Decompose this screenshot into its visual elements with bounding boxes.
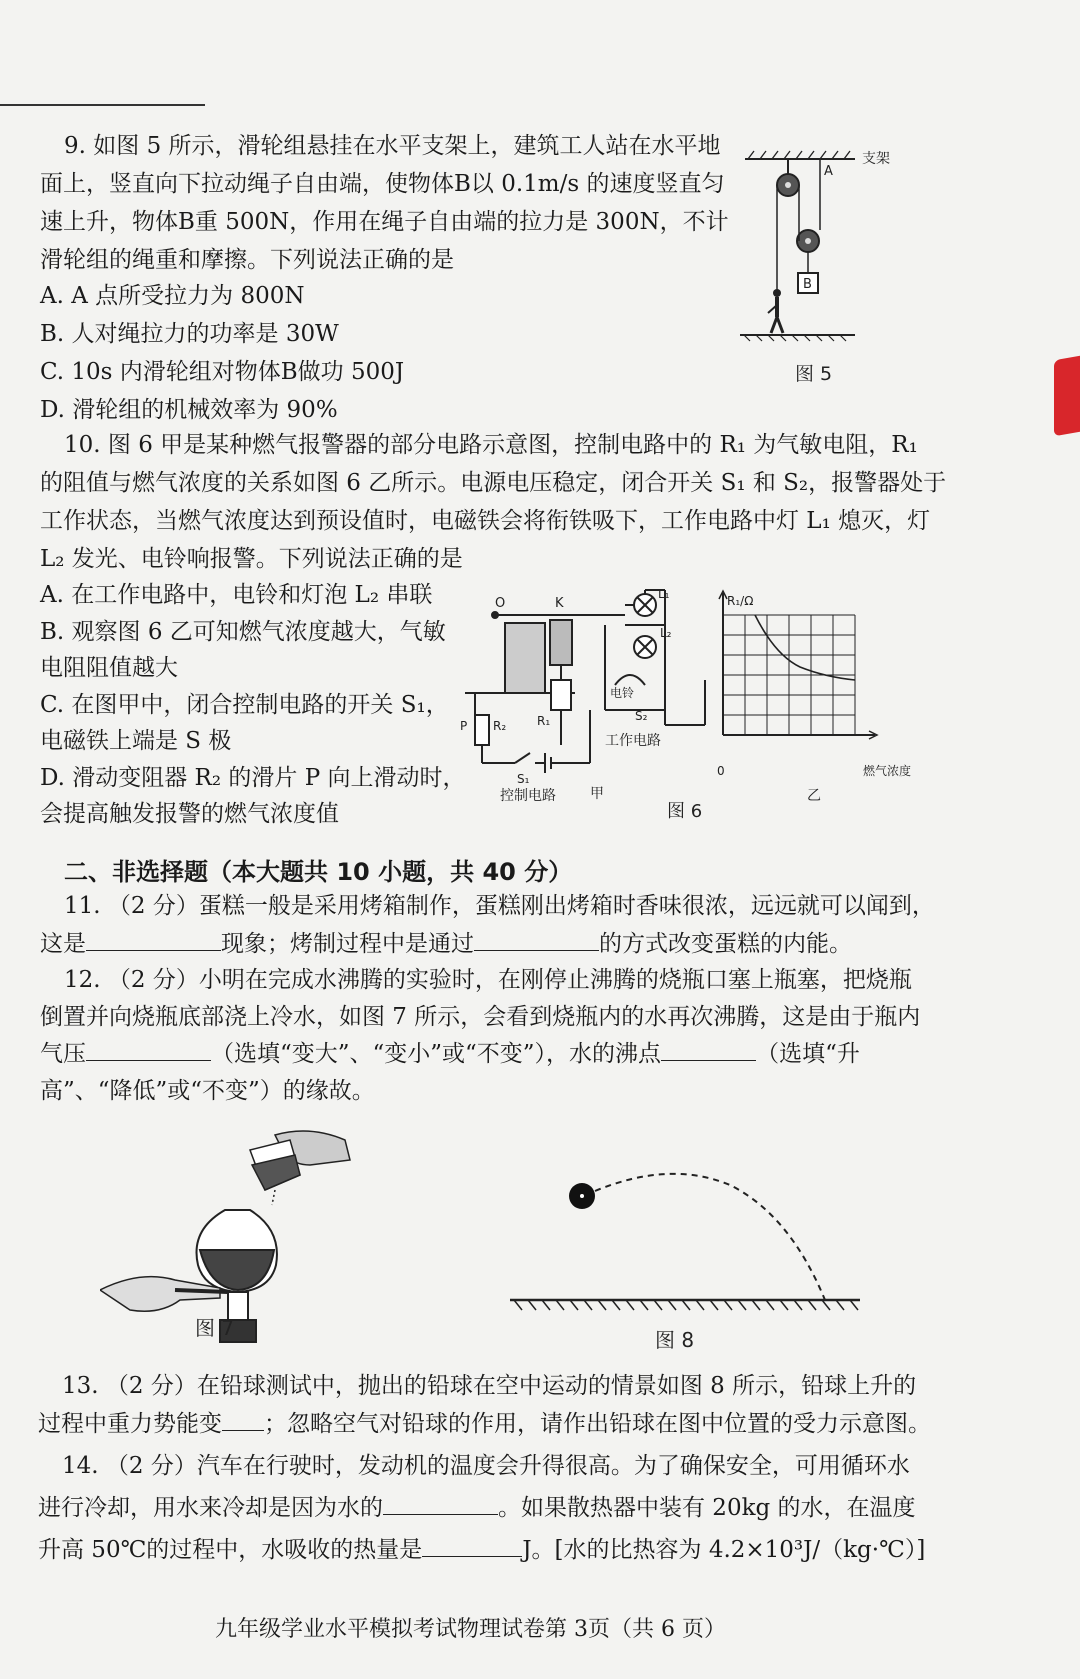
figure-6-caption: 图 6 [667,801,703,822]
q12-line-3 [40,1036,860,1072]
q13-text-a: 过程中重力势能变 [38,1411,222,1437]
page-footer: 九年级学业水平模拟考试物理试卷第 3页（共 6 页） [215,1617,726,1642]
figure-5-pulley [740,145,900,405]
q12-text-a: 气压 [40,1041,86,1067]
q13-text-b: ；忽略空气对铅球的作用，请作出铅球在图中位置的受力示意图。 [264,1411,931,1437]
section-2-heading: 二、非选择题（本大题共 10 小题，共 40 分） [64,858,573,886]
label-O: O [495,596,506,611]
label-bell: 电铃 [610,686,635,700]
q14-line-1: 14. （2 分）汽车在行驶时，发动机的温度会升得很高。为了确保安全，可用循环水 [62,1453,910,1479]
q13-blank-1[interactable] [222,1406,264,1431]
figure-8-caption: 图 8 [655,1328,695,1352]
graph-y-axis-label: R₁/Ω [727,594,754,608]
label-yi: 乙 [807,788,821,804]
q10-option-a: A. 在工作电路中，电铃和灯泡 L₂ 串联 [40,582,433,608]
q12-blank-2[interactable] [661,1036,756,1061]
q12-line-1: 12. （2 分）小明在完成水沸腾的实验时，在刚停止沸腾的烧瓶口塞上瓶塞，把烧瓶 [64,967,912,993]
q13-line-1: 13. （2 分）在铅球测试中，抛出的铅球在空中运动的情景如图 8 所示，铅球上升的 [62,1373,917,1399]
q10-line-3: 工作状态，当燃气浓度达到预设值时，电磁铁会将衔铁吸下，工作电路中灯 L₁ 熄灭，灯 [40,508,931,534]
q9-line-3: 速上升，物体B重 500N，作用在绳子自由端的拉力是 300N，不计 [40,209,729,235]
label-S2: S₂ [635,709,648,723]
top-rule [0,104,205,106]
q10-option-b-cont: 电阻阻值越大 [40,655,178,681]
q14-blank-1[interactable] [383,1490,498,1515]
q12-blank-1[interactable] [86,1036,211,1061]
q9-line-2: 面上，竖直向下拉动绳子自由端，使物体B以 0.1m/s 的速度竖直匀 [40,171,725,197]
figure-7-caption: 图 7 [195,1316,235,1340]
figure-6 [455,585,955,830]
resistance-graph [719,591,877,739]
support-label: 支架 [862,151,890,167]
question-12 [40,962,940,1112]
q11-line-1: 11. （2 分）蛋糕一般是采用烤箱制作，蛋糕刚出烤箱时香味很浓，远远就可以闻到， [64,893,935,919]
q10-line-2: 的阻值与燃气浓度的关系如图 6 乙所示。电源电压稳定，闭合开关 S₁ 和 S₂，报警器处于 [40,470,947,496]
label-K: K [555,596,564,611]
q13-line-2 [38,1406,931,1442]
q14-text-b: 。如果散热器中装有 20kg 的水，在温度 [498,1495,916,1521]
q10-line-1: 10. 图 6 甲是某种燃气报警器的部分电路示意图，控制电路中的 R₁ 为气敏电阻，R₁ [64,432,918,458]
q14-line-2 [38,1490,916,1526]
label-work-circuit: 工作电路 [605,733,661,749]
q10-option-c: C. 在图甲中，闭合控制电路的开关 S₁， [40,692,449,718]
q14-line-3 [38,1532,925,1568]
label-L1: L₁ [658,587,670,601]
circuit-diagram [465,590,705,773]
label-R1: R₁ [537,714,551,728]
q14-blank-2[interactable] [422,1532,522,1557]
q9-option-b: B. 人对绳拉力的功率是 30W [40,321,339,347]
label-control-circuit: 控制电路 [500,788,556,804]
point-a-label: A [824,164,833,179]
q11-line-2 [40,926,852,962]
block-b-label: B [803,277,812,292]
q9-option-d: D. 滑轮组的机械效率为 90% [40,397,338,423]
label-jia: 甲 [590,786,604,802]
q9-option-c: C. 10s 内滑轮组对物体B做功 500J [40,359,405,385]
question-14 [38,1448,938,1578]
q14-text-d: J。[水的比热容为 4.2×10³J/（kg·℃）] [522,1537,926,1563]
q11-blank-1[interactable] [86,926,221,951]
figure-7-flask [100,1120,360,1350]
figure-8-shot-put [500,1165,870,1355]
q14-text-c: 升高 50℃的过程中，水吸收的热量是 [38,1537,423,1563]
question-9 [40,128,740,428]
trajectory [595,1174,825,1300]
q11-text-b: 现象；烤制过程中是通过 [221,931,474,957]
q10-option-d: D. 滑动变阻器 R₂ 的滑片 P 向上滑动时， [40,765,466,791]
label-R2: R₂ [493,719,507,733]
q12-line-2: 倒置并向烧瓶底部浇上冷水，如图 7 所示，会看到烧瓶内的水再次沸腾，这是由于瓶内 [40,1004,921,1030]
q12-text-c: （选填“升 [756,1041,860,1067]
question-13 [38,1368,938,1448]
label-S1: S₁ [517,772,530,786]
q10-option-c-cont: 电磁铁上端是 S 极 [40,728,232,754]
question-11 [40,888,940,968]
q9-line-1: 9. 如图 5 所示，滑轮组悬挂在水平支架上，建筑工人站在水平地 [64,133,721,159]
q11-text-a: 这是 [40,931,86,957]
pouring-hand [250,1131,350,1205]
graph-x-axis-label: 燃气浓度 [863,764,912,778]
q11-text-c: 的方式改变蛋糕的内能。 [599,931,852,957]
q10-option-b: B. 观察图 6 乙可知燃气浓度越大，气敏 [40,619,446,645]
q11-blank-2[interactable] [474,926,599,951]
q10-option-d-cont: 会提高触发报警的燃气浓度值 [40,801,339,827]
figure-5-caption: 图 5 [795,363,833,385]
label-P: P [460,719,468,733]
q10-line-4: L₂ 发光、电铃响报警。下列说法正确的是 [40,546,463,572]
q12-text-b: （选填“变大”、“变小”或“不变”），水的沸点 [211,1041,662,1067]
page-tab-mark [1054,356,1080,437]
label-L2: L₂ [660,626,672,640]
q9-option-a: A. A 点所受拉力为 800N [40,283,305,309]
q14-text-a: 进行冷却，用水来冷却是因为水的 [38,1495,383,1521]
graph-origin-label: 0 [717,764,725,778]
q12-line-4: 高”、“降低”或“不变”）的缘故。 [40,1078,375,1104]
q9-line-4: 滑轮组的绳重和摩擦。下列说法正确的是 [40,247,454,273]
